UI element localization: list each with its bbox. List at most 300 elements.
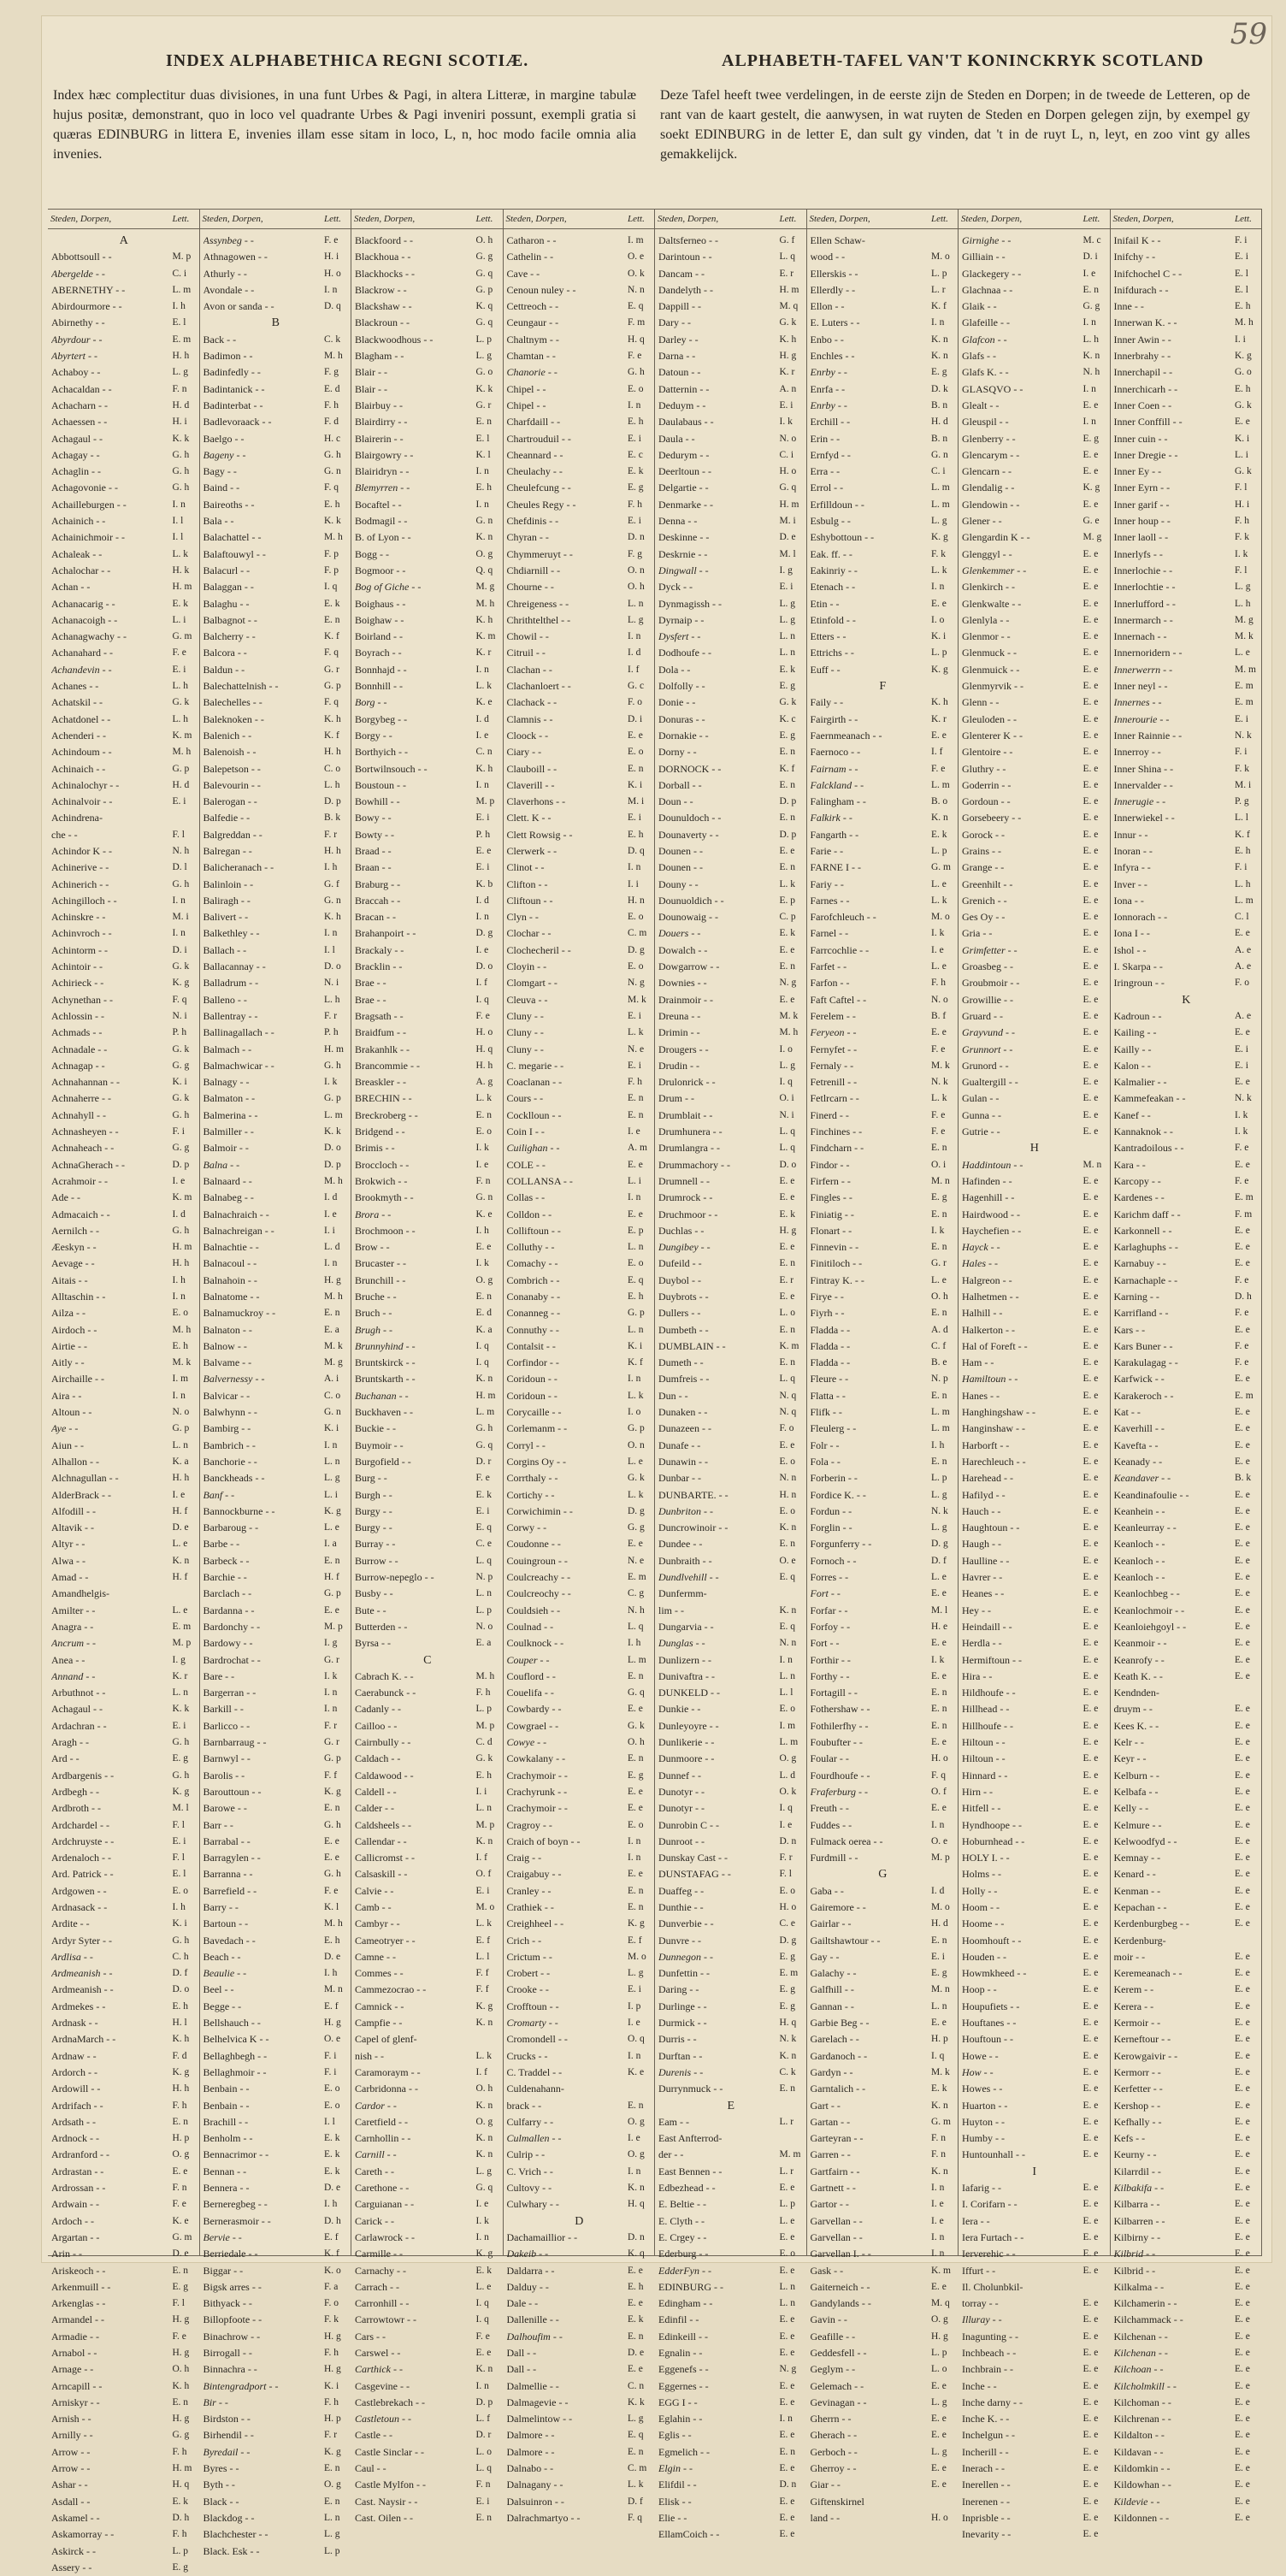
place-name: Dunfermm-	[658, 1587, 707, 1600]
grid-letters: E. h	[172, 1340, 189, 1351]
index-entry	[811, 1190, 956, 1206]
grid-letters: L. l	[475, 1951, 490, 1962]
place-name: Cours - -	[506, 1092, 544, 1105]
place-name: Badlevoraack - -	[203, 416, 272, 428]
grid-letters: K. n	[931, 351, 948, 362]
index-entry	[811, 2345, 956, 2361]
index-entry	[962, 2361, 1107, 2378]
place-name: Incherill - -	[962, 2445, 1009, 2458]
grid-letters: E. e	[1082, 1621, 1099, 1632]
grid-letters: G. n	[475, 516, 493, 527]
place-name: Belhelvica K - -	[203, 2033, 269, 2046]
index-entry	[204, 1223, 349, 1239]
index-entry	[811, 332, 956, 348]
place-name: Chdiarnill - -	[506, 564, 561, 576]
place-name: Balkethley - -	[203, 927, 260, 940]
grid-letters: E. e	[931, 2380, 947, 2391]
index-entry	[51, 2031, 197, 2047]
place-name: Howe - -	[962, 2049, 999, 2062]
index-entry	[811, 1173, 956, 1190]
grid-letters: L. n	[172, 1439, 189, 1450]
place-name: Gherrn - -	[810, 2413, 852, 2425]
place-name: Cranley - -	[506, 1884, 552, 1897]
grid-letters: G. h	[172, 1109, 190, 1120]
section-letter: F	[879, 680, 887, 694]
place-name: Kilchenan - -	[1113, 2330, 1168, 2343]
index-entry	[658, 497, 804, 513]
index-entry	[355, 2263, 500, 2279]
grid-letters: N. k	[931, 1505, 948, 1516]
place-name: Haulline - -	[962, 1554, 1010, 1567]
index-entry	[962, 1619, 1107, 1635]
index-entry	[811, 827, 956, 843]
place-name: Athnagowen - -	[203, 251, 268, 263]
index-entry	[1114, 2246, 1259, 2262]
grid-letters: E. p	[628, 1225, 644, 1236]
grid-letters: G. k	[172, 697, 190, 708]
grid-letters: I. q	[475, 1340, 489, 1351]
grid-letters: L. n	[628, 598, 644, 609]
index-entry	[811, 547, 956, 563]
index-entry	[811, 1850, 956, 1866]
index-entry	[962, 1025, 1107, 1041]
grid-letters: K. o	[324, 2265, 341, 2276]
grid-letters: I. n	[475, 2231, 489, 2242]
place-name: Castlebrekach - -	[355, 2396, 425, 2408]
place-name: Dunotyr - -	[658, 1785, 705, 1798]
grid-letters: K. f	[324, 2248, 339, 2260]
place-name: Barragylen - -	[203, 1852, 261, 1864]
index-entry	[1114, 645, 1259, 661]
place-name: Fiyrh - -	[810, 1307, 845, 1320]
index-entry	[507, 2510, 652, 2526]
place-name: Glenggyl - -	[962, 547, 1012, 560]
place-name: Balaghu - -	[203, 597, 250, 610]
grid-letters: I. h	[172, 1274, 186, 1285]
grid-letters: E. e	[779, 1192, 795, 1203]
place-name: Kefs - -	[1113, 2132, 1146, 2145]
index-entry	[355, 612, 500, 629]
index-entry	[1114, 547, 1259, 563]
place-name: Balgreddan - -	[203, 828, 263, 841]
place-name: Kendnden-	[1113, 1687, 1159, 1699]
grid-letters: M. p	[172, 1638, 192, 1649]
index-column	[200, 210, 352, 2557]
grid-letters: E. e	[931, 2430, 947, 2441]
index-entry	[51, 364, 197, 381]
grid-letters: M. l	[931, 1604, 948, 1616]
place-name: Kelwoodfyd - -	[1113, 1835, 1177, 1847]
grid-letters: H. i	[324, 251, 339, 263]
index-entry	[811, 2263, 956, 2279]
grid-letters: E. k	[324, 2165, 340, 2177]
index-entry	[811, 794, 956, 810]
place-name: Inner Awin - -	[1113, 333, 1171, 346]
index-entry	[507, 414, 652, 430]
index-entry	[1114, 712, 1259, 728]
place-name: druym - -	[1113, 1703, 1153, 1716]
grid-letters: I. n	[931, 582, 945, 593]
index-entry	[811, 694, 956, 711]
grid-letters: E. o	[779, 1456, 796, 1467]
index-entry	[1114, 810, 1259, 826]
place-name: Gorsebeery - -	[962, 812, 1022, 824]
index-entry	[355, 249, 500, 265]
index-entry	[1114, 381, 1259, 398]
index-entry	[507, 1982, 652, 1998]
place-name: Dounen - -	[658, 844, 703, 857]
grid-letters: E. e	[628, 1803, 643, 1814]
index-entry	[962, 1289, 1107, 1305]
index-entry	[507, 612, 652, 629]
index-entry	[1114, 464, 1259, 480]
grid-letters: I. q	[779, 1077, 793, 1088]
index-entry	[355, 1388, 500, 1404]
index-entry	[507, 678, 652, 694]
grid-letters: O. g	[628, 2149, 645, 2160]
place-name: Dolfolly - -	[658, 680, 705, 693]
grid-letters: K. l	[475, 449, 491, 460]
place-name: Hinnard - -	[962, 1769, 1008, 1781]
index-entry	[355, 1157, 500, 1173]
place-name: Colliftoun - -	[506, 1224, 561, 1237]
grid-letters: E. n	[931, 1242, 947, 1253]
place-name: B. of Lyon - -	[355, 531, 411, 544]
grid-letters: G. h	[475, 1423, 493, 1434]
place-name: Borthyich - -	[355, 746, 408, 759]
place-name: Corwy - -	[506, 1521, 547, 1534]
grid-letters: H. o	[931, 2512, 948, 2523]
index-entry	[962, 942, 1107, 959]
place-name: Chamtan - -	[506, 350, 556, 363]
grid-letters: G. n	[324, 466, 341, 477]
grid-letters: E. e	[1235, 2000, 1250, 2012]
place-name: Duybol - -	[658, 1273, 701, 1286]
grid-letters: I. h	[931, 1439, 945, 1450]
place-name: Clachanloert - -	[506, 680, 571, 693]
index-entry	[204, 1421, 349, 1437]
place-name: Bervie - -	[203, 2230, 242, 2243]
index-entry	[811, 1273, 956, 1289]
place-name: Byres - -	[203, 2462, 239, 2475]
index-entry	[962, 431, 1107, 447]
place-name: Garvellan - -	[810, 2230, 863, 2243]
index-entry	[507, 1305, 652, 1321]
grid-letters: L. m	[931, 1407, 950, 1418]
index-entry	[51, 1751, 197, 1767]
place-name: Glenmuick - -	[962, 663, 1020, 676]
section-letter: E	[727, 2099, 735, 2112]
index-entry	[658, 2164, 804, 2180]
index-entry	[1114, 249, 1259, 265]
grid-letters: F. o	[628, 697, 642, 708]
grid-letters: I. e	[931, 944, 944, 955]
grid-letters: E. e	[1082, 2149, 1099, 2160]
place-name: Chourne - -	[506, 581, 554, 594]
grid-letters: E. e	[1082, 2083, 1099, 2094]
grid-letters: M. h	[475, 1670, 495, 1681]
place-name: Houftoun - -	[962, 2033, 1013, 2046]
grid-letters: E. a	[324, 1324, 339, 1335]
place-name: EllamCoich - -	[658, 2528, 720, 2541]
place-name: Carnhollin - -	[355, 2132, 411, 2145]
grid-letters: L. n	[779, 1670, 796, 1681]
grid-letters: K. h	[172, 2034, 190, 2045]
place-name: Kelly - -	[1113, 1802, 1149, 1815]
section-letter: A	[119, 234, 128, 247]
grid-letters: H. m	[779, 284, 799, 295]
index-entry	[507, 2114, 652, 2130]
place-name: Glafeille - -	[962, 316, 1010, 329]
index-entry	[51, 1536, 197, 1552]
place-name: Haughtoun - -	[962, 1521, 1020, 1534]
place-name: Fernyfet - -	[810, 1043, 858, 1055]
section-letter: I	[1032, 2165, 1037, 2178]
index-entry	[811, 1140, 956, 1156]
place-name: Kepachan - -	[1113, 1900, 1167, 1913]
place-name: Howes - -	[962, 2083, 1003, 2095]
place-name: Balvicar - -	[203, 1389, 251, 1402]
place-name: Ham - -	[962, 1356, 994, 1369]
grid-letters: K. i	[324, 2380, 339, 2391]
index-entry	[51, 1355, 197, 1371]
index-entry	[51, 1553, 197, 1569]
place-name: Innerourie - -	[1113, 712, 1170, 725]
grid-letters: E. e	[1082, 763, 1099, 774]
grid-letters: N. g	[779, 978, 797, 989]
place-name: Duybrots - -	[658, 1291, 709, 1303]
index-entry	[811, 942, 956, 959]
place-name: Hillhead - -	[962, 1703, 1010, 1716]
place-name: Clett Rowsig - -	[506, 828, 573, 841]
grid-letters: E. e	[1082, 598, 1099, 609]
index-entry	[51, 1058, 197, 1074]
grid-letters: E. n	[779, 1324, 796, 1335]
index-entry	[51, 694, 197, 711]
grid-letters: E. n	[172, 2265, 189, 2276]
place-name: Dunleyoyre - -	[658, 1719, 719, 1732]
place-name: C. Traddel - -	[506, 2065, 563, 2078]
place-name: Achanacarig - -	[51, 597, 115, 610]
index-entry	[204, 827, 349, 843]
grid-letters: K. h	[779, 334, 797, 345]
index-entry	[658, 1949, 804, 1965]
place-name: Barnwyl - -	[203, 1752, 251, 1765]
grid-letters: L. q	[475, 2463, 493, 2474]
index-entry	[204, 1190, 349, 1206]
index-entry	[962, 612, 1107, 629]
index-entry	[1114, 1718, 1259, 1734]
index-entry	[658, 744, 804, 760]
place-name: Birrogall - -	[203, 2347, 252, 2359]
header-lett: Lett.	[931, 214, 948, 224]
grid-letters: F. n	[172, 383, 187, 394]
index-entry	[355, 1949, 500, 1965]
place-name: Glenmor - -	[962, 630, 1011, 643]
place-name: Dundee - -	[658, 1538, 703, 1551]
index-entry	[962, 266, 1107, 282]
place-name: Achintorm - -	[51, 943, 108, 956]
place-name: Ardlisa - -	[51, 1950, 93, 1963]
index-entry	[811, 1933, 956, 1949]
place-name: Inner Eyrn - -	[1113, 482, 1171, 494]
grid-letters: G. c	[628, 681, 645, 692]
place-name: Karnachaple - -	[1113, 1273, 1178, 1286]
index-entry	[204, 364, 349, 381]
place-name: Finnevin - -	[810, 1241, 859, 1254]
place-name: Balnatome - -	[203, 1291, 260, 1303]
grid-letters: E. e	[1082, 845, 1099, 856]
index-entry	[51, 1866, 197, 1882]
place-name: brack - -	[506, 2099, 542, 2112]
place-name: Athurly - -	[203, 267, 247, 280]
grid-letters: K. r	[172, 1670, 188, 1681]
index-entry	[1114, 1256, 1259, 1272]
place-name: Baleknoken - -	[203, 712, 264, 725]
grid-letters: E. e	[1082, 1604, 1099, 1616]
index-entry	[355, 1438, 500, 1454]
index-entry	[1114, 2295, 1259, 2312]
index-entry	[658, 2461, 804, 2477]
place-name: Gavin - -	[810, 2313, 847, 2326]
grid-letters: I. i	[324, 1225, 335, 1236]
index-entry	[51, 2345, 197, 2361]
index-entry	[355, 398, 500, 414]
grid-letters: G. k	[172, 961, 190, 972]
grid-letters: E. e	[1235, 1670, 1250, 1681]
place-name: Farrcochlie - -	[810, 943, 870, 956]
grid-letters: E. n	[779, 961, 796, 972]
index-entry	[811, 2130, 956, 2147]
grid-letters: K. g	[324, 2446, 341, 2457]
index-entry	[507, 398, 652, 414]
grid-letters: I. o	[931, 614, 945, 625]
index-entry	[1114, 2130, 1259, 2147]
grid-letters: E. e	[1235, 2463, 1250, 2474]
grid-letters: K. q	[475, 301, 493, 312]
index-entry	[51, 464, 197, 480]
place-name: Gartnett - -	[810, 2182, 856, 2195]
index-entry	[811, 1619, 956, 1635]
index-entry	[1114, 2081, 1259, 2097]
place-name: Inerellen - -	[962, 2479, 1011, 2491]
grid-letters: I. k	[931, 1654, 945, 1665]
index-entry	[1114, 447, 1259, 464]
grid-letters: E. d	[324, 383, 340, 394]
grid-letters: F. e	[475, 1473, 490, 1484]
index-entry	[658, 2180, 804, 2196]
place-name: Cluny - -	[506, 1043, 544, 1055]
index-entry	[204, 1108, 349, 1124]
grid-letters: E. e	[1235, 1539, 1250, 1550]
grid-letters: A. e	[1235, 961, 1252, 972]
index-entry	[355, 1338, 500, 1355]
index-entry	[1114, 942, 1259, 959]
index-entry	[1114, 2048, 1259, 2065]
place-name: Kars Buner - -	[1113, 1339, 1173, 1352]
place-name: Balechelles - -	[203, 696, 263, 709]
index-entry	[811, 579, 956, 595]
place-name: Bardowy - -	[203, 1637, 253, 1650]
place-name: Hoop - -	[962, 1983, 997, 1996]
place-name: Ballinagallach - -	[203, 1026, 274, 1039]
place-name: Carthick - -	[355, 2363, 403, 2376]
grid-letters: M. p	[475, 1720, 495, 1731]
place-name: Kees K. - -	[1113, 1719, 1159, 1732]
grid-letters: E. n	[628, 2446, 644, 2457]
index-entry	[507, 1289, 652, 1305]
place-name: AchnaGherach - -	[51, 1158, 125, 1171]
grid-letters: E. e	[628, 1539, 643, 1550]
grid-letters: H. q	[779, 2018, 797, 2029]
index-entry	[507, 447, 652, 464]
place-name: Calder - -	[355, 1802, 394, 1815]
place-name: Banchorie - -	[203, 1455, 257, 1468]
grid-letters: E. e	[1082, 1786, 1099, 1797]
index-entry	[507, 662, 652, 678]
place-name: Barchie - -	[203, 1571, 247, 1584]
place-name: Kailly - -	[1113, 1043, 1152, 1055]
index-entry	[658, 381, 804, 398]
index-entry	[1114, 2427, 1259, 2443]
grid-letters: L. n	[779, 647, 796, 659]
index-entry	[507, 1008, 652, 1025]
index-entry	[1114, 364, 1259, 381]
index-entry	[962, 662, 1107, 678]
header-name: Steden, Dorpen,	[961, 214, 1023, 224]
place-name: Enbo - -	[810, 333, 844, 346]
index-entry	[507, 2345, 652, 2361]
grid-letters: F. e	[1235, 1308, 1249, 1319]
place-name: Carrowtowr - -	[355, 2313, 416, 2326]
index-entry	[811, 2230, 956, 2246]
grid-letters: I. n	[475, 779, 489, 790]
index-entry	[204, 2312, 349, 2328]
grid-letters: L. g	[324, 1473, 340, 1484]
place-name: Inchbeach - -	[962, 2347, 1017, 2359]
grid-letters: L. p	[475, 1704, 493, 1715]
grid-letters: F. q	[628, 2512, 642, 2523]
place-name: Culwhary - -	[506, 2198, 559, 2211]
index-entry	[51, 1734, 197, 1751]
grid-letters: F. q	[931, 1770, 946, 1781]
index-entry	[51, 1239, 197, 1256]
grid-letters: K. g	[475, 2248, 493, 2260]
place-name: Inner Rainnie - -	[1113, 729, 1183, 741]
place-name: Edbezhead - -	[658, 2182, 716, 2195]
grid-letters: E. e	[1235, 1918, 1250, 1929]
place-name: Ardsath - -	[51, 2115, 96, 2128]
place-name: Birhendil - -	[203, 2429, 254, 2442]
place-name: Bowty - -	[355, 828, 394, 841]
grid-letters: L. q	[475, 1555, 493, 1566]
grid-letters: G. g	[475, 251, 493, 263]
grid-letters: D. p	[475, 2396, 493, 2408]
index-entry	[355, 2213, 500, 2230]
place-name: Iona I - -	[1113, 927, 1150, 940]
place-name: Innerlufford - -	[1113, 597, 1176, 610]
index-entry	[1114, 1074, 1259, 1090]
place-name: Careth - -	[355, 2165, 394, 2177]
grid-letters: I. n	[628, 1192, 641, 1203]
grid-letters: I. e	[324, 1208, 337, 1220]
grid-letters: M. h	[324, 532, 343, 543]
grid-letters: M. k	[324, 1340, 343, 1351]
index-entry	[1114, 1008, 1259, 1025]
grid-letters: E. e	[1082, 2265, 1099, 2276]
grid-letters: L. m	[931, 1423, 950, 1434]
grid-letters: E. e	[931, 1027, 947, 1038]
